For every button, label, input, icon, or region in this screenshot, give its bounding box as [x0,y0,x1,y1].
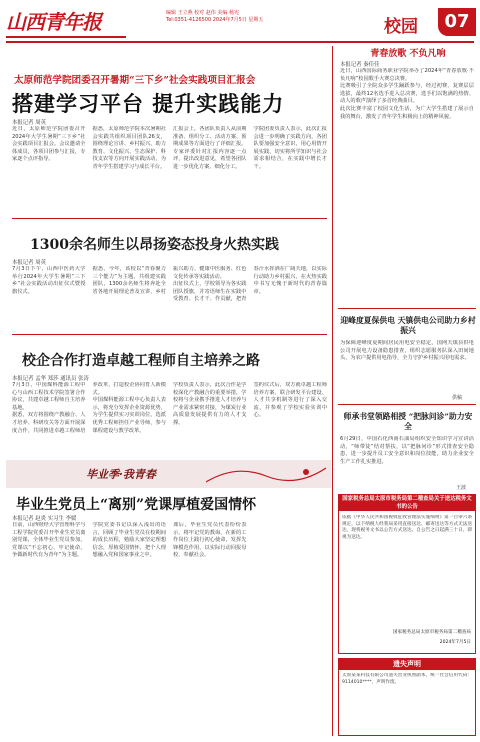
lost-notice-box [338,658,476,736]
right2-title: 迎峰度夏保供电 天镇供电公司助力乡村振兴 [340,316,476,335]
section-title: 校园 [384,17,418,37]
a2-byline: 本报记者 周英 [12,260,47,266]
a2-title: 1300余名师生以昂扬姿态投身火热实践 [30,237,279,253]
header-meta [166,10,356,24]
newspaper-logo: 山西青年报 [6,10,101,34]
a1-paragraph: 学院团委负责人表示，此次汇报会进一步明确了实践方向，各团队要加强安全意识，用心用情开展实践，切实将所学知识与社会需求相结合，在实践中增长才干。 [253,126,327,170]
right2-paragraph: 为保障迎峰度夏期间居民用电安全稳定，国网天镇县供电公司开展电力设备隐患排查，组织志愿服务队深入田间地头，为农户提供用电指导，全力守护乡村振兴用电需求。 [340,340,474,362]
notice-date: 2024年7月5日 [439,640,471,645]
a1-paragraph: 汇报会上，各团队负责人从前期准备、组织分工、活动方案、预期成果等方面进行了详细汇报。专家评委针对汇报内容逐一点评，提出改进意见，希望各团队进一步优化方案、细化分工。 [173,126,247,170]
right1-paragraph: 此次比赛丰富了校园文化生活，为广大学生搭建了展示自我的舞台，激发了青年学生积极向上的精神风貌。 [340,105,474,120]
a1-title: 搭建学习平台 提升实践能力 [12,91,285,116]
strip-decoration-icon [206,462,326,486]
right3-body [340,436,474,484]
a1-body [12,126,327,214]
a3-byline: 本报记者 孟华 郑莎 通讯员 张涛 [12,376,89,382]
notice-signature: 国家税务总局太原市税务局第二稽查局 [392,630,471,635]
a1-kicker: 太原师范学院团委召开暑期“三下乡”社会实践项目汇报会 [14,75,256,86]
right3-paragraph: 6月29日，中国石化西南石油局组织安全知识学习宣讲活动，“师带徒”结对帮扶，以“把脉问诊”形式排查安全隐患，进一步提升员工安全意识和岗位技能，助力企业安全生产工作扎实推进。 [340,436,474,465]
masthead [6,6,476,40]
graduation-strip [6,460,331,488]
a3-paragraph: 中国煤科能源工程中心负责人表示，将充分发挥企业资源优势，为学生提供实习实训岗位，选派优秀工程师担任产业导师，参与课程建设与教学改革。 [92,397,166,434]
a4-paragraph: 日前，山西财经大学管理科学与工程学院党委召开毕业生党员离别党课，全体毕业生党员参加，党课以“不忘初心、牢记使命，争做新时代有为青年”为主题。 [12,522,86,559]
a2-paragraph: 据悉，今年，该校以“青春聚力三个能力”为主题，共组建实践团队，1300余名师生将奔赴全省各地开展理论普及宣讲、乡村振兴助力、健康中医服务、红色文化传承等实践活动。 [92,266,247,295]
right1-paragraph: 近日，山西国际商务职业学院举办了2024年“青春放歌·不负凡响”校园歌手大赛总决赛。 [340,68,474,82]
right3-source: 王波 [456,485,467,491]
a4-byline: 本报记者 赵炎 实习生 李媛 [12,516,77,522]
rule-r2 [338,404,476,405]
logo-underline [6,36,126,38]
column-divider [332,46,333,736]
rule-r1 [338,308,476,309]
header-rule [6,41,474,43]
notice-box [338,494,476,654]
a2-paragraph: 出征仪式上，学校领导为各实践团队授旗，并寄语师生在实践中受教育、长才干、作贡献，把青春汗水挥洒在广阔天地，以实际行动助力乡村振兴，在火热实践中书写无愧于新时代的青春篇章。 [173,266,327,303]
a4-body [12,522,327,734]
rule-a1 [12,218,327,219]
right1-paragraph: 比赛吸引了全院众多学生踊跃参与，经过初赛、复赛层层选拔，最终12名选手进入总决赛，选手们以饱满的热情、动人的歌声演绎了多首经典曲目。 [340,83,474,105]
header-meta-date: Tel:0351-4126500 2024年7月5日 星期五 [166,17,264,23]
a2-paragraph: 7月3日下午，山西中医药大学举行2024年大学生暑期“三下乡”社会实践活动出征仪式暨授旗仪式。 [12,266,86,295]
header-meta-editors: 编辑 王立燕 校对 赵伟 美编 杨宪 [166,10,239,16]
rule-a2 [12,334,327,335]
right2-body [340,340,474,394]
a1-paragraph: 据悉，太原师范学院本次暑期社会实践共组织项目团队26支，围绕理论宣讲、乡村振兴、助力教育、文化振兴、生态保护、科技支农等方向开展实践活动，为青年学生搭建学习与成长平台。 [92,126,166,170]
right1-title: 青春放歌 不负凡响 [370,49,446,59]
a3-paragraph: 签约仪式后，双方就卓越工程师培养方案、联合研发平台建设、人才共享机制等进行了深入交流，并参观了学校实验实训中心。 [253,382,327,419]
a4-paragraph: 课后，毕业生党员代表纷纷表示，将牢记党的教诲，在新的工作岗位上践行初心使命，发挥先锋模范作用，以实际行动回报母校，奉献社会。 [173,522,247,559]
a3-paragraph: 学校负责人表示，此次合作是学校深化产教融合的重要举措，学校将与企业携手推进人才培养与产业需求紧密对接，为煤炭行业高质量发展提供有力的人才支撑。 [173,382,247,426]
right1-body [340,68,474,304]
a4-paragraph: 学院党委书记以深入浅出的语言，回顾了毕业生党员在校期间的成长历程，勉励大家坚定理想信念，厚植爱国情怀，把个人理想融入党和国家事业之中。 [92,522,166,559]
notice-title: 国家税务总局太原市税务局第二稽查局关于送达税务文书的公告 [339,495,475,511]
a3-paragraph: 7月3日，中国煤科能源工程中心与山西工程技术学院签署合作协议，共建卓越工程师自主培养基地。 [12,382,86,411]
a3-title: 校企合作打造卓越工程师自主培养之路 [22,353,260,369]
right2-source: 供稿 [452,395,463,401]
right3-title: 师承书堂领路相授 “把脉问诊”助力安全 [343,412,473,431]
notice-body: 依据《中华人民共和国税收征收管理法实施细则》第一百零六条规定，以下纳税人经我局采用直接送达、邮寄送达等方式无法送达，现将税务文书以公告方式送达。自公告之日起满三十日，即视为送达。 [342,515,472,540]
lost-notice-title: 遗失声明 [339,659,475,670]
page-number: 07 [438,8,476,36]
a3-paragraph: 据悉，双方将围绕产教融合、人才培养、科研攻关等方面开展深度合作，共同推进卓越工程师培养改革，打造校企协同育人新模式。 [12,382,166,434]
lost-notice-body: 太原某某科技有限公司遗失营业执照副本，统一社会信用代码：9114010****，声明作废。 [342,673,472,685]
a3-body [12,382,327,454]
strip-label: 毕业季·我青春 [86,468,156,481]
a4-title: 毕业生党员上“离别”党课厚植爱国情怀 [16,497,257,513]
a2-body [12,266,327,330]
right1-byline: 本报记者 秦佳佳 [340,62,380,68]
a1-byline: 本报记者 周英 [12,120,47,126]
a1-paragraph: 近日，太原师范学院团委召开2024年大学生暑期“三下乡”社会实践项目汇报会。会议邀请全体成员，各项目团参与汇报，专家逐个点评指导。 [12,126,86,163]
